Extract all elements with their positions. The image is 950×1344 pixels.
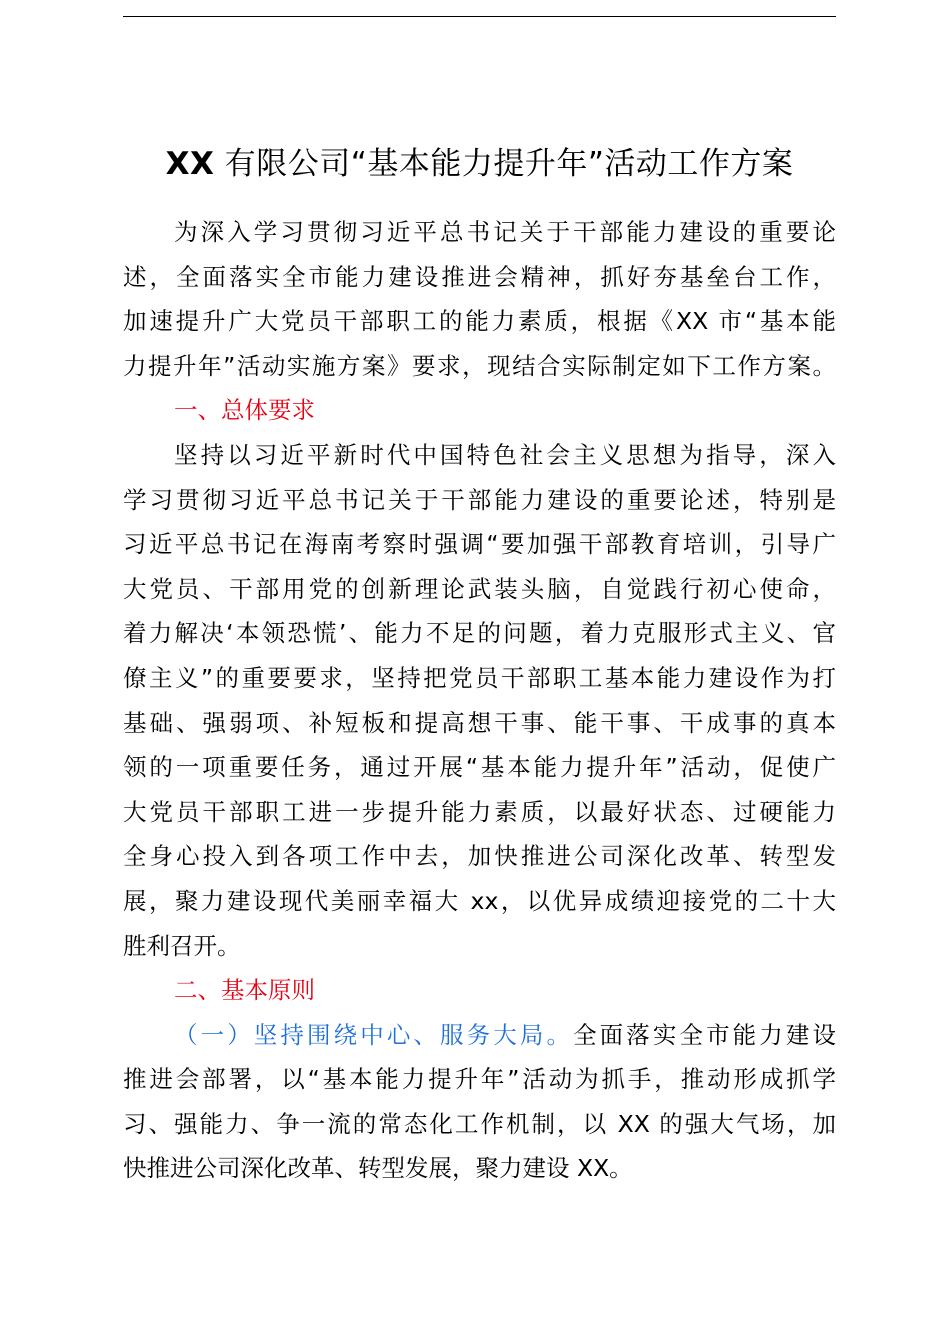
paragraph-line: 僚主义”的重要要求，坚持把党员干部职工基本能力建设作为打 xyxy=(123,663,836,692)
intro-paragraph xyxy=(123,210,836,388)
paragraph-line: 习、强能力、争一流的常态化工作机制，以 XX 的强大气场，加 xyxy=(123,1109,836,1138)
paragraph-line: 展，聚力建设现代美丽幸福大 xx，以优异成绩迎接党的二十大 xyxy=(123,886,836,915)
paragraph-line: 大党员干部职工进一步提升能力素质，以最好状态、过硬能力 xyxy=(123,797,836,826)
paragraph-line xyxy=(123,1013,836,1058)
paragraph-line: 学习贯彻习近平总书记关于干部能力建设的重要论述，特别是 xyxy=(123,485,836,514)
principle-one-paragraph xyxy=(123,1013,836,1191)
paragraph-line: 大党员、干部用党的创新理论武装头脑，自觉践行初心使命， xyxy=(123,574,836,603)
paragraph-line: 胜利召开。 xyxy=(123,931,241,960)
header-rule xyxy=(123,16,836,17)
paragraph-line: 习近平总书记在海南考察时强调“要加强干部教育培训，引导广 xyxy=(123,530,836,559)
page-title xyxy=(123,142,836,186)
title-bold-part: XX xyxy=(165,146,215,182)
document-body xyxy=(123,210,836,1191)
paragraph-line: 推进会部署，以“基本能力提升年”活动为抓手，推动形成抓学 xyxy=(123,1065,836,1094)
section-heading-general-requirements: 一、总体要求 xyxy=(174,396,315,425)
paragraph-line: 快推进公司深化改革、转型发展，聚力建设 XX。 xyxy=(123,1154,633,1183)
paragraph-line: 为深入学习贯彻习近平总书记关于干部能力建设的重要论 xyxy=(174,218,836,246)
paragraph-line: 加速提升广大党员干部职工的能力素质，根据《XX 市“基本能 xyxy=(123,307,836,336)
subsection-text: 全面落实全市能力建设 xyxy=(573,1020,836,1049)
paragraph-line: 基础、强弱项、补短板和提高想干事、能干事、干成事的真本 xyxy=(123,708,836,737)
general-requirements-paragraph xyxy=(123,433,836,968)
paragraph-line: 力提升年”活动实施方案》要求，现结合实际制定如下工作方案。 xyxy=(123,351,836,380)
title-rest: 有限公司“基本能力提升年”活动工作方案 xyxy=(214,146,794,182)
paragraph-line: 领的一项重要任务，通过开展“基本能力提升年”活动，促使广 xyxy=(123,753,836,782)
paragraph-line: 着力解决‘本领恐慌’、能力不足的问题，着力克服形式主义、官 xyxy=(123,619,836,648)
subsection-heading: （一）坚持围绕中心、服务大局。 xyxy=(174,1020,574,1049)
section-heading-basic-principles: 二、基本原则 xyxy=(174,976,315,1005)
paragraph-line: 全身心投入到各项工作中去，加快推进公司深化改革、转型发 xyxy=(123,842,836,871)
paragraph-line: 述，全面落实全市能力建设推进会精神，抓好夯基垒台工作， xyxy=(123,262,836,291)
paragraph-line: 坚持以习近平新时代中国特色社会主义思想为指导，深入 xyxy=(174,440,836,469)
